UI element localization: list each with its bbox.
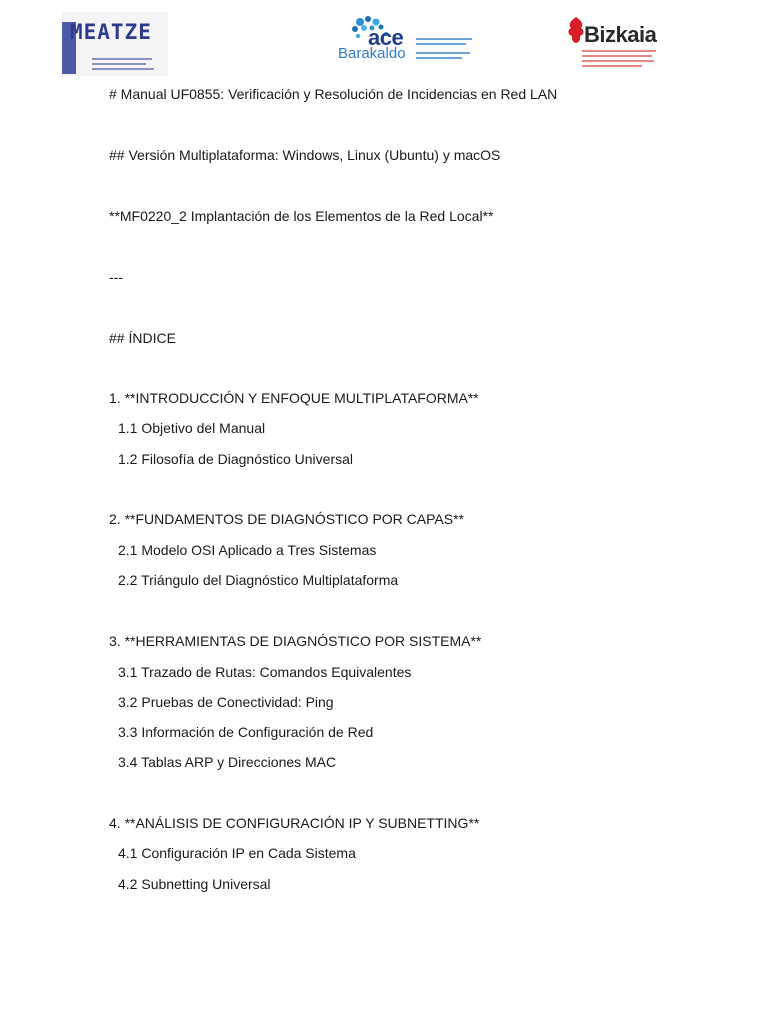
section-title: 2. **FUNDAMENTOS DE DIAGNÓSTICO POR CAPAS**	[109, 511, 464, 527]
meatze-logo-subline	[92, 63, 146, 65]
document-title: # Manual UF0855: Verificación y Resolución de Incidencias en Red LAN	[109, 86, 558, 102]
bizkaia-logo-subline	[582, 60, 654, 62]
section-item: 2.2 Triángulo del Diagnóstico Multiplataforma	[118, 572, 399, 588]
section-title: 3. **HERRAMIENTAS DE DIAGNÓSTICO POR SISTEMA**	[109, 633, 482, 649]
ace-logo-tagline	[416, 43, 466, 45]
section-item: 3.1 Trazado de Rutas: Comandos Equivalentes	[118, 664, 412, 680]
meatze-logo	[62, 12, 168, 76]
meatze-logo-subline	[92, 68, 154, 70]
bizkaia-logo-text: Bizkaia	[584, 22, 657, 47]
ace-barakaldo-logo	[336, 14, 478, 66]
separator-line: ---	[109, 269, 123, 285]
meatze-logo-text: MEATZE	[70, 20, 152, 44]
section-item: 1.1 Objetivo del Manual	[118, 420, 266, 436]
bizkaia-logo-subline	[582, 65, 642, 67]
meatze-logo-subline	[92, 58, 152, 60]
section-item: 3.3 Información de Configuración de Red	[118, 724, 374, 740]
ace-logo-text: ace	[368, 25, 404, 50]
bizkaia-logo-subline	[582, 55, 652, 57]
module-line: **MF0220_2 Implantación de los Elementos de la Red Local**	[109, 208, 494, 224]
page-header	[0, 0, 768, 80]
document-subtitle: ## Versión Multiplataforma: Windows, Linux (Ubuntu) y macOS	[109, 147, 501, 163]
index-heading: ## ÍNDICE	[109, 330, 176, 346]
section-title: 1. **INTRODUCCIÓN Y ENFOQUE MULTIPLATAFORMA**	[109, 390, 479, 406]
bizkaia-logo	[566, 14, 666, 72]
section-item: 4.1 Configuración IP en Cada Sistema	[118, 845, 356, 861]
section-item: 2.1 Modelo OSI Aplicado a Tres Sistemas	[118, 542, 377, 558]
section-item: 3.4 Tablas ARP y Direcciones MAC	[118, 754, 337, 770]
section-item: 3.2 Pruebas de Conectividad: Ping	[118, 694, 334, 710]
section-item: 4.2 Subnetting Universal	[118, 876, 271, 892]
bizkaia-logo-subline	[582, 50, 656, 52]
ace-logo-city: Barakaldo	[338, 45, 406, 62]
ace-logo-tagline	[416, 52, 470, 54]
ace-logo-tagline	[416, 57, 462, 59]
oak-leaf-icon	[566, 16, 586, 44]
ace-logo-tagline	[416, 38, 472, 40]
section-item: 1.2 Filosofía de Diagnóstico Universal	[118, 451, 354, 467]
section-title: 4. **ANÁLISIS DE CONFIGURACIÓN IP Y SUBNETTING**	[109, 815, 480, 831]
